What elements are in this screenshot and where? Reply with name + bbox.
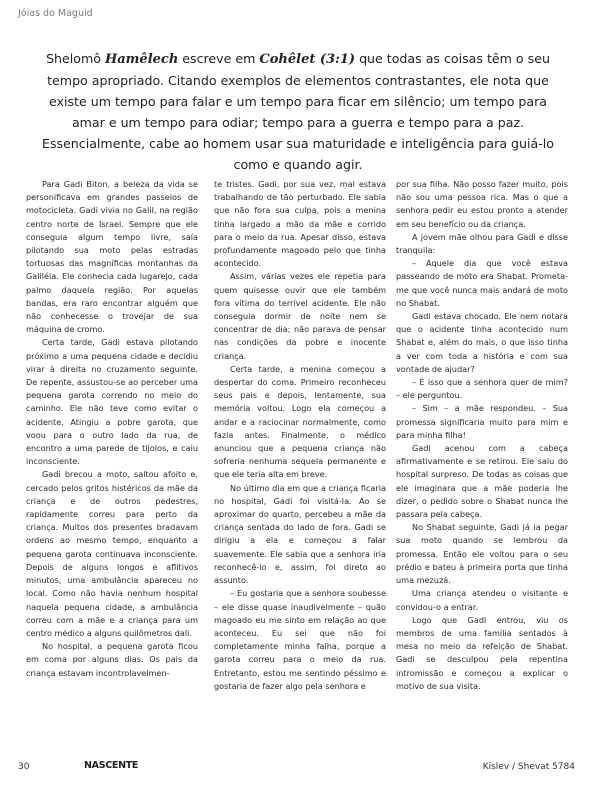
intro-book: Cohêlet (3:1): [259, 52, 356, 67]
intro-name: Hamêlech: [104, 52, 179, 67]
section-label: Jóias do Maguid: [18, 8, 93, 19]
paragraph: – Eu gostaria que a senhora soubesse – ele disse quase inaudivelmente – quão magoado eu me sinto em relação ao que aconteceu. Eu sei que não foi completamente minha falha, porque a garota correu para o meio da rua. Entretanto, estou me sentindo péssimo e gostaria de fazer algo pela senhora e: [214, 588, 386, 691]
issue-date: Kislev / Shevat 5784: [482, 762, 575, 772]
paragraph: Gadi estava chocado. Ele nem notara que o acidente tinha acontecido num Shabat e, além do mais, o que isso tinha a ver com toda a história e com sua vontade de ajudar?: [396, 311, 568, 374]
article-column-2: [214, 178, 386, 693]
paragraph: No último dia em que a criança ficaria no hospital, Gadi foi visitá-la. Ao se aproximar do quarto, percebeu a mãe da criança sentada do lado de fora. Gadi se dirigiu a ela e começou a falar suavemente. Ele sabia que a senhora iria reconhecê-lo e, assim, foi direto ao assunto.: [214, 482, 386, 586]
paragraph: A jovem mãe olhou para Gadi e disse tranquila:: [396, 231, 568, 256]
paragraph: – Sim – a mãe respondeu. – Sua promessa significaria muito para mim e para minha filha!: [396, 403, 568, 440]
paragraph: Para Gadi Biton, a beleza da vida se personificava em grandes passeios de motocicleta. Gadi vivia no Galil, na região centro norte de Israel. Sempre que ele conseguia algum tempo livre, saía pilotando sua moto pelas estradas tortuosas das magníficas montanhas da Galiléia. Ele conhecia cada lugarejo, cada palmo daquela região. Por aquelas bandas, era raro encontrar alguém que não conhecesse o trovejar de sua máquina de cromo.: [26, 179, 198, 335]
paragraph: – É isso que a senhora quer de mim? – ele perguntou.: [396, 377, 568, 401]
article-column-1: [26, 178, 198, 680]
paragraph: No hospital, a pequena garota ficou em coma por alguns dias. Os pais da criança estavam incontrolavelmen-: [26, 641, 198, 678]
paragraph: Gadi brecou a moto, saltou afoito e, cercado pelos gritos histéricos da mãe da criança e de outros pedestres, rapidamente correu para perto da criança. Muitos dos presentes bradavam ordens ao mesmo tempo, enquanto a pequena garota continuava inconsciente. Depois de alguns longos e aflitivos minutos, uma ambulância apareceu no local. Como não havia nenhum hospital naquela pequena cidade, a ambulância correu com a mãe e a criança para um centro médico a alguns quilômetros dali.: [26, 469, 198, 638]
paragraph: Uma criança atendeu o visitante e convidou-o a entrar.: [396, 588, 568, 612]
paragraph: Certa tarde, Gadi estava pilotando próximo a uma pequena cidade e decidiu virar à direita no cruzamento seguinte. De repente, assustou-se ao perceber uma pequena garota correndo no meio do caminho. Ele não teve como evitar o acidente. Atingiu a pobre garota, que voou para o outro lado da rua, de encontro a uma parede de tijolos, e caiu inconsciente.: [26, 337, 198, 467]
article-column-3: [396, 178, 568, 693]
paragraph: Certa tarde, a menina começou a despertar do coma. Primeiro reconheceu seus pais e depois, lentamente, sua memória voltou. Logo ela começou a andar e a raciocinar normalmente, como fazia antes. Finalmente, o médico anunciou que a pequena criança não sofreria nenhuma sequela permanente e que ele teria alta em breve.: [214, 363, 386, 480]
intro-quote: [38, 48, 558, 175]
paragraph: Gadi acenou com a cabeça afirmativamente e se retirou. Ele saiu do hospital surpreso. De todas as coisas que ele imaginara que a mãe poderia lhe dizer, o pedido sobre o Shabat nunca lhe passara pela cabeça.: [396, 443, 568, 520]
paragraph: Assim, várias vezes ele repetia para quem quisesse ouvir que ele também fora vítima do terrível acidente. Ele não conseguia dormir de noite nem se concentrar de dia; não parava de pensar nas condições da pobre e inocente criança.: [214, 271, 386, 361]
magazine-logo: NASCENTE: [84, 760, 139, 771]
intro-text-2: escreve em: [178, 51, 260, 66]
paragraph: Logo que Gadi entrou, viu os membros de uma família sentados à mesa no meio da refeição de Shabat. Gadi se desculpou pela repentina intromissão e começou a explicar o motivo de sua visita.: [396, 614, 568, 691]
paragraph: te tristes. Gadi, por sua vez, mal estava trabalhando de tão perturbado. Ele sabia que não fora sua culpa, pois a menina tinha largado a mão da mãe e corrido para o meio da rua. Apesar disso, estava profundamente magoado pelo que tinha acontecido.: [214, 179, 386, 269]
paragraph: – Aquele dia que você estava passeando de moto era Shabat. Prometa-me que você nunca mais andará de moto no Shabat.: [396, 258, 568, 308]
page-number: 30: [18, 762, 30, 772]
intro-text-3: que todas as coisas têm o seu tempo apropriado. Citando exemplos de elementos contrastantes, ele nota que existe um tempo para falar e um tempo para ficar em silêncio; um tempo para amar e um tempo para odiar; tempo para a guerra e tempo para a paz. Essencialmente, cabe ao homem usar sua maturidade e inteligência para guiá-lo como e quando agir.: [41, 51, 554, 172]
intro-text-1: Shelomô: [46, 51, 105, 66]
paragraph: No Shabat seguinte, Gadi já ia pegar sua moto quando se lembrou da promessa. Então ele voltou para o seu prédio e bateu à primeira porta que tinha uma mezuzá.: [396, 522, 568, 586]
paragraph: por sua filha. Não posso fazer muito, pois não sou uma pessoa rica. Mas o que a senhora pedir eu estou pronto a atender em seu benefício ou da criança.: [396, 179, 568, 229]
